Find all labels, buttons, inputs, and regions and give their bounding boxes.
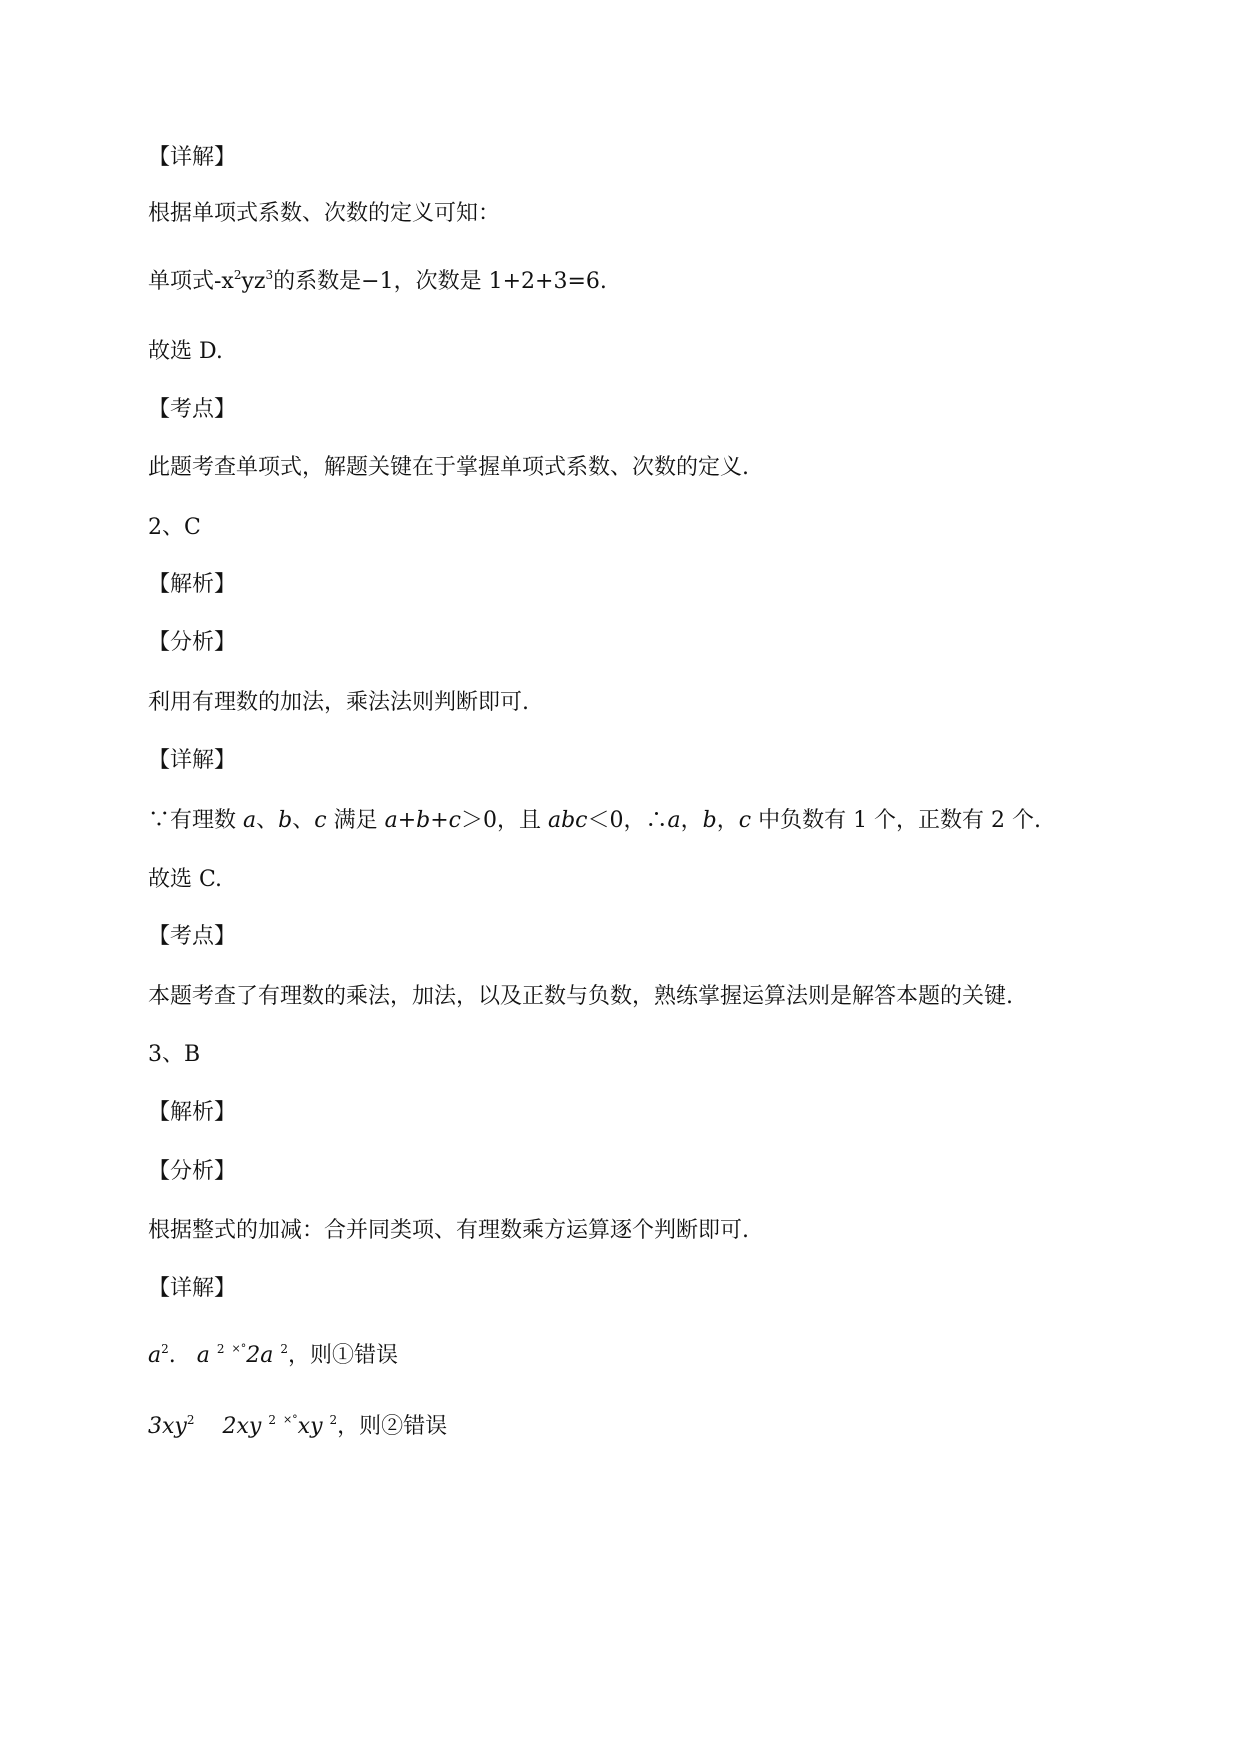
variable: c — [314, 808, 327, 833]
expression: 3xy — [148, 1414, 187, 1439]
expression: a+b+c — [384, 808, 461, 833]
paragraph: 此题考查单项式，解题关键在于掌握单项式系数、次数的定义. — [148, 455, 749, 480]
variable: b — [702, 808, 717, 833]
question-number: 3、B — [148, 1042, 201, 1067]
text: ，则①错误 — [288, 1343, 399, 1368]
text: yz — [241, 269, 266, 294]
superscript: 2 — [329, 1413, 338, 1427]
heading-detail: 【详解】 — [148, 748, 237, 773]
text: 的系数是−1，次数是 1+2+3=6. — [273, 269, 607, 294]
formula-line — [148, 1405, 447, 1442]
text: ， — [716, 808, 739, 833]
superscript: 2 — [280, 1342, 288, 1356]
variable: a — [196, 1343, 210, 1368]
question-number: 2、C — [148, 515, 201, 540]
paragraph: 利用有理数的加法，乘法法则判断即可. — [148, 690, 529, 715]
paragraph: 根据整式的加减：合并同类项、有理数乘方运算逐个判断即可. — [148, 1218, 749, 1243]
heading-key-point: 【考点】 — [148, 397, 237, 422]
text: . — [168, 1343, 176, 1368]
heading-breakdown: 【分析】 — [148, 630, 237, 655]
heading-detail: 【详解】 — [148, 1276, 237, 1301]
text: ∵有理数 — [148, 808, 243, 833]
superscript: 2 — [161, 1342, 169, 1356]
text: ， — [680, 808, 703, 833]
text: ＜0，∴ — [587, 808, 668, 833]
text: ，则②错误 — [337, 1414, 448, 1439]
text: 、 — [292, 808, 315, 833]
variable: b — [278, 808, 293, 833]
paragraph: 本题考查了有理数的乘法，加法，以及正数与负数，熟练掌握运算法则是解答本题的关键. — [148, 984, 1013, 1009]
text: 满足 — [326, 808, 385, 833]
variable: a — [667, 808, 681, 833]
text: 、 — [256, 808, 279, 833]
heading-analysis: 【解析】 — [148, 1100, 237, 1125]
formula-line — [148, 806, 1041, 836]
superscript: 2 — [216, 1342, 225, 1356]
formula-line — [148, 1334, 398, 1371]
superscript: 2 — [186, 1413, 195, 1427]
expression: abc — [547, 808, 588, 833]
heading-key-point: 【考点】 — [148, 924, 237, 949]
variable: a — [148, 1343, 162, 1368]
text: ＞0，且 — [460, 808, 548, 833]
heading-analysis: 【解析】 — [148, 572, 237, 597]
superscript: 3 — [265, 268, 274, 282]
heading-detail: 【详解】 — [148, 145, 237, 170]
variable: a — [243, 808, 257, 833]
formula-line — [148, 267, 607, 297]
text: 单项式-x — [148, 269, 234, 294]
expression: 2xy — [222, 1414, 262, 1439]
heading-breakdown: 【分析】 — [148, 1159, 237, 1184]
text: 中负数有 1 个，正数有 2 个. — [751, 808, 1042, 833]
variable: c — [738, 808, 752, 833]
expression: xy — [297, 1414, 323, 1439]
expression: 2a — [246, 1343, 274, 1368]
superscript: 2 — [268, 1413, 276, 1427]
superscript: 2 — [233, 268, 242, 282]
paragraph: 根据单项式系数、次数的定义可知： — [148, 201, 501, 226]
answer-line: 故选 D. — [148, 339, 223, 364]
garbled-symbol: ×° — [231, 1342, 247, 1355]
garbled-symbol: ×° — [282, 1413, 298, 1426]
answer-line: 故选 C. — [148, 867, 223, 892]
